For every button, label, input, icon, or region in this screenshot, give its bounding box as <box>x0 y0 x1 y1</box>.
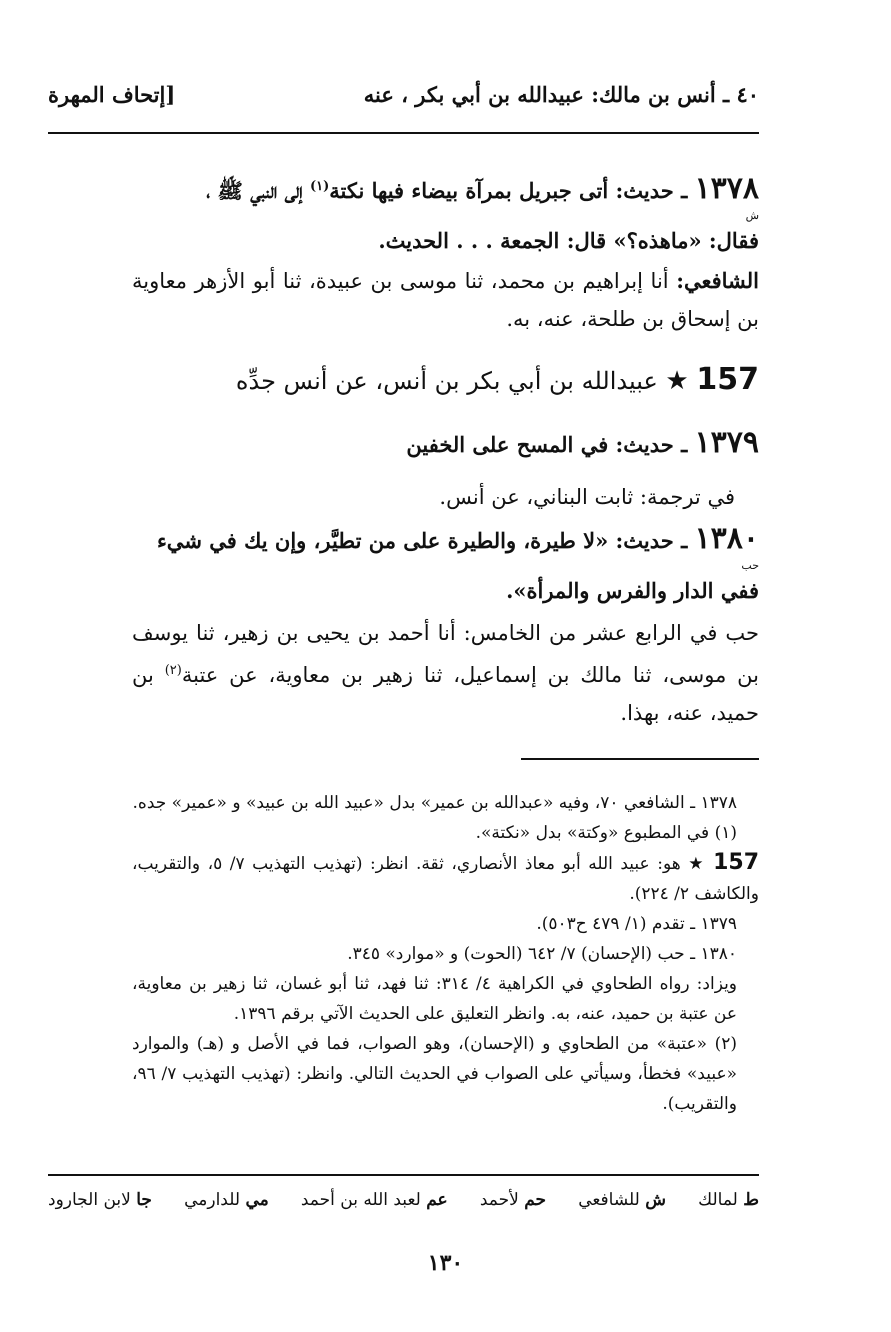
hadith-1380-line2: ففي الدار والفرس والمرأة». <box>506 578 759 603</box>
source-siglum: حب <box>741 559 759 572</box>
hadith-number: ١٣٧٩ <box>694 425 759 460</box>
running-header <box>48 82 759 122</box>
footnote-ref: (١) <box>309 179 330 194</box>
hadith-1380 <box>132 520 759 610</box>
hadith-text: في المسح على الخفين <box>406 432 609 457</box>
key-item: ط لمالك <box>698 1190 759 1210</box>
hadith-1379 <box>132 424 759 516</box>
narrator-number: 157 <box>696 362 759 397</box>
hadith-text-cont: إلى النبي ﷺ ، <box>206 178 303 203</box>
isnad-text: أنا إبراهيم بن محمد، ثنا موسى بن عبيدة، ثنا أبو الأزهر معاوية بن إسحاق بن طلحة، عنه، به. <box>132 269 759 331</box>
footnote-addition: ويزاد: رواه الطحاوي في الكراهية ٤/ ٣١٤: ثنا فهد، ثنا أبو غسان، ثنا زهير بن معاوية، عن عتبة بن حميد، عنه، به. وانظر التعليق على الحديث الآتي برقم ١٣٩٦. <box>132 974 738 1024</box>
header-rule <box>48 132 759 134</box>
footnote-1378: ١٣٧٨ ـ الشافعي ٧٠، وفيه «عبدالله بن عمير» بدل «عبيد الله بن عبيد» و «عمير» جده. <box>132 793 737 813</box>
source-siglum: ش <box>745 209 759 222</box>
footnote-1380: ١٣٨٠ ـ حب (الإحسان) ٧/ ٦٤٢ (الحوت) و «موارد» ٣٤٥. <box>347 944 737 964</box>
isnad-label: الشافعي: <box>676 268 759 293</box>
narrator-157 <box>132 362 759 397</box>
footnote-separator <box>521 758 759 760</box>
key-item: ش للشافعي <box>578 1190 667 1210</box>
key-item: عم لعبد الله بن أحمد <box>300 1190 448 1210</box>
star-icon: ★ <box>688 854 706 874</box>
footnote-1379: ١٣٧٩ ـ تقدم (١/ ٤٧٩ ح٥٠٣). <box>536 914 737 934</box>
star-icon: ★ <box>665 366 689 396</box>
hadith-number: ١٣٨٠ <box>694 521 759 556</box>
sigla-key <box>48 1190 759 1210</box>
key-item: مي للدارمي <box>184 1190 269 1210</box>
key-item: جا لابن الجارود <box>48 1190 152 1210</box>
keys-rule <box>48 1174 759 1176</box>
isnad-shafii <box>132 262 759 338</box>
footnote-1: (١) في المطبوع «وكتة» بدل «نكتة». <box>475 823 737 843</box>
isnad-text-cont: بن حميد، عنه، بهذا. <box>132 663 759 725</box>
page-number: ١٣٠ <box>427 1250 464 1276</box>
key-item: حم لأحمد <box>479 1190 547 1210</box>
header-chapter-title: ٤٠ ـ أنس بن مالك: عبيدالله بن أبي بكر ، عنه <box>363 82 759 107</box>
hadith-label: ـ حديث: <box>615 178 688 203</box>
footnote-2: (٢) «عتبة» من الطحاوي و (الإحسان)، وهو الصواب، فما في الأصل و (هـ) والموارد «عبيد» فخطأ، وسيأتي على الصواب في الحديث التالي. وانظر: (تهذيب التهذيب ٧/ ٩٦، والتقريب). <box>132 1034 737 1114</box>
hadith-number: ١٣٧٨ <box>694 171 759 206</box>
header-book-title: [إتحاف المهرة <box>48 82 176 107</box>
footnote-157-number: 157 <box>713 850 760 875</box>
hadith-text: «لا طيرة، والطيرة على من تطيَّر، وإن يك في شيء <box>156 528 609 553</box>
footnote-157 <box>132 848 759 909</box>
hadith-1379-note: في ترجمة: ثابت البناني، عن أنس. <box>439 485 735 509</box>
footnote-157-text: هو: عبيد الله أبو معاذ الأنصاري، ثقة. انظر: (تهذيب التهذيب ٧/ ٥، والتقريب، والكاشف ٢/ ٢٢٤). <box>132 854 759 904</box>
hadith-label: ـ حديث: <box>615 528 688 553</box>
hadith-text: أتى جبريل بمرآة بيضاء فيها نكتة <box>329 178 609 203</box>
hadith-label: ـ حديث: <box>615 432 688 457</box>
isnad-hibban <box>132 614 759 732</box>
footnote-ref: (٢) <box>164 663 182 678</box>
isnad-text: حب في الرابع عشر من الخامس: أنا أحمد بن يحيى بن زهير، ثنا يوسف بن موسى، ثنا مالك بن إسماعيل، ثنا زهير بن معاوية، عن عتبة <box>132 621 759 687</box>
hadith-1378 <box>132 168 759 260</box>
hadith-1378-line1 <box>132 168 759 210</box>
footnotes <box>132 788 759 1119</box>
narrator-name: عبيدالله بن أبي بكر بن أنس، عن أنس جدِّه <box>235 367 658 395</box>
hadith-1378-line2: فقال: «ماهذه؟» قال: الجمعة . . . الحديث. <box>378 228 759 253</box>
